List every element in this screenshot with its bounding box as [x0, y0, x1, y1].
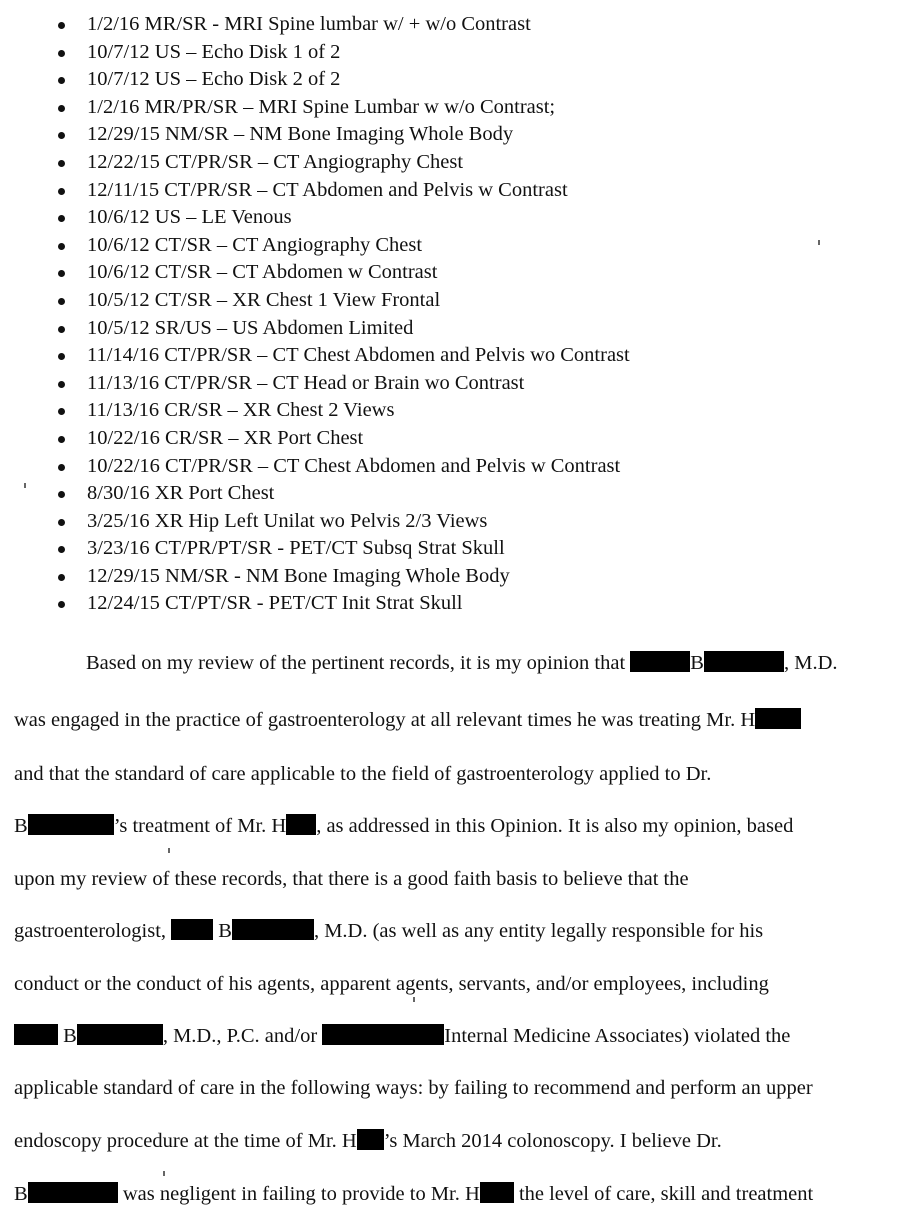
- paragraph-line: [14, 707, 801, 733]
- text-run: gastroenterologist,: [14, 920, 167, 942]
- bullet-icon: [58, 215, 65, 222]
- text-run: , M.D.: [783, 652, 838, 674]
- text-run: ’s treatment of Mr. H: [113, 815, 287, 837]
- list-item-text: 10/6/12 CT/SR – CT Angiography Chest: [87, 233, 423, 256]
- redaction-bar: [630, 651, 690, 672]
- list-item-text: 8/30/16 XR Port Chest: [87, 482, 275, 505]
- list-item-text: 12/22/15 CT/PR/SR – CT Angiography Chest: [87, 150, 464, 173]
- text-run: was negligent in failing to provide to Mr. H: [122, 1183, 480, 1205]
- list-item: [0, 342, 630, 370]
- redaction-bar: [28, 814, 114, 835]
- list-item-text: 1/2/16 MR/SR - MRI Spine lumbar w/ + w/o Contrast: [87, 13, 531, 35]
- list-item-text: 3/25/16 XR Hip Left Unilat wo Pelvis 2/3 Views: [87, 509, 488, 532]
- text-run: was engaged in the practice of gastroenterology at all relevant times he was treating Mr. H: [14, 709, 756, 731]
- redaction-bar: [357, 1129, 384, 1150]
- redaction-bar: [322, 1024, 444, 1045]
- bullet-icon: [58, 601, 65, 608]
- list-item: [0, 453, 630, 481]
- list-item: [0, 11, 630, 39]
- list-item: [0, 66, 630, 94]
- list-item-text: 10/5/12 CT/SR – XR Chest 1 View Frontal: [87, 288, 441, 311]
- list-item: [0, 508, 630, 536]
- bullet-icon: [58, 50, 65, 57]
- text-run: upon my review of these records, that there is a good faith basis to believe that the: [14, 868, 689, 890]
- list-item: [0, 39, 630, 67]
- list-item-text: 12/24/15 CT/PT/SR - PET/CT Init Strat Skull: [87, 592, 463, 615]
- bullet-icon: [58, 464, 65, 471]
- bullet-icon: [58, 160, 65, 167]
- list-item-text: 12/29/15 NM/SR - NM Bone Imaging Whole Body: [87, 564, 510, 587]
- list-item-text: 10/7/12 US – Echo Disk 2 of 2: [87, 68, 341, 91]
- imaging-study-list: [0, 11, 630, 618]
- list-item: [0, 94, 630, 122]
- scan-speck: [818, 240, 820, 245]
- list-item-text: 12/29/15 NM/SR – NM Bone Imaging Whole Body: [87, 123, 514, 146]
- list-item-text: 10/22/16 CR/SR – XR Port Chest: [87, 426, 364, 449]
- list-item: [0, 590, 630, 618]
- list-item-text: 11/13/16 CR/SR – XR Chest 2 Views: [87, 399, 395, 422]
- list-item-text: 10/6/12 CT/SR – CT Abdomen w Contrast: [87, 261, 438, 284]
- list-item: [0, 287, 630, 315]
- paragraph-line: [14, 1181, 813, 1207]
- text-run: ’s March 2014 colonoscopy. I believe Dr.: [383, 1130, 722, 1152]
- text-run: B: [218, 920, 232, 942]
- text-run: and that the standard of care applicable to the field of gastroenterology applied to Dr.: [14, 763, 712, 785]
- paragraph-line: [14, 1128, 722, 1154]
- list-item-text: 12/11/15 CT/PR/SR – CT Abdomen and Pelvis w Contrast: [87, 178, 568, 201]
- text-run: the level of care, skill and treatment: [518, 1183, 814, 1205]
- text-run: , M.D. (as well as any entity legally responsible for his: [313, 920, 764, 942]
- paragraph-line: [14, 1023, 790, 1049]
- paragraph-line: [14, 971, 769, 997]
- text-run: B: [690, 652, 704, 674]
- bullet-icon: [58, 326, 65, 333]
- text-run: Internal Medicine Associates) violated the: [444, 1025, 791, 1047]
- paragraph-line: [14, 1075, 813, 1101]
- text-run: B: [63, 1025, 77, 1047]
- text-run: conduct or the conduct of his agents, apparent agents, servants, and/or employees, including: [14, 973, 769, 995]
- text-run: endoscopy procedure at the time of Mr. H: [14, 1130, 357, 1152]
- redaction-bar: [755, 708, 801, 729]
- bullet-icon: [58, 574, 65, 581]
- list-item-text: 10/7/12 US – Echo Disk 1 of 2: [87, 40, 341, 63]
- list-item-text: 10/22/16 CT/PR/SR – CT Chest Abdomen and Pelvis w Contrast: [87, 454, 621, 477]
- bullet-icon: [58, 298, 65, 305]
- list-item-text: 11/13/16 CT/PR/SR – CT Head or Brain wo Contrast: [87, 371, 525, 394]
- list-item: [0, 535, 630, 563]
- list-item-text: 11/14/16 CT/PR/SR – CT Chest Abdomen and Pelvis wo Contrast: [87, 344, 630, 367]
- text-run: B: [14, 815, 28, 837]
- paragraph-line: [14, 813, 793, 839]
- bullet-icon: [58, 519, 65, 526]
- list-item: [0, 397, 630, 425]
- list-item: [0, 149, 630, 177]
- bullet-icon: [58, 381, 65, 388]
- list-item-text: 10/5/12 SR/US – US Abdomen Limited: [87, 316, 414, 339]
- list-item: [0, 259, 630, 287]
- scan-speck: [168, 848, 170, 853]
- bullet-icon: [58, 436, 65, 443]
- bullet-icon: [58, 105, 65, 112]
- bullet-icon: [58, 188, 65, 195]
- list-item: [0, 204, 630, 232]
- scan-speck: [163, 1171, 165, 1176]
- text-run: B: [14, 1183, 28, 1205]
- bullet-icon: [58, 546, 65, 553]
- list-item-text: 3/23/16 CT/PR/PT/SR - PET/CT Subsq Strat Skull: [87, 537, 505, 560]
- scan-speck: [24, 483, 26, 488]
- redaction-bar: [14, 1024, 58, 1045]
- list-item: [0, 480, 630, 508]
- list-item: [0, 563, 630, 591]
- paragraph-line: [86, 650, 838, 676]
- paragraph-line: [14, 761, 711, 787]
- redaction-bar: [480, 1182, 514, 1203]
- redaction-bar: [77, 1024, 163, 1045]
- list-item: [0, 315, 630, 343]
- text-run: , as addressed in this Opinion. It is also my opinion, based: [316, 815, 794, 837]
- bullet-icon: [58, 22, 65, 29]
- redaction-bar: [704, 651, 784, 672]
- text-run: , M.D., P.C. and/or: [162, 1025, 318, 1047]
- bullet-icon: [58, 243, 65, 250]
- list-item: [0, 232, 630, 260]
- paragraph-line: [14, 918, 763, 944]
- redaction-bar: [232, 919, 314, 940]
- list-item: [0, 370, 630, 398]
- bullet-icon: [58, 132, 65, 139]
- redaction-bar: [286, 814, 316, 835]
- text-run: applicable standard of care in the following ways: by failing to recommend and perform an upper: [14, 1077, 813, 1099]
- list-item-text: 10/6/12 US – LE Venous: [87, 206, 292, 229]
- bullet-icon: [58, 353, 65, 360]
- bullet-icon: [58, 491, 65, 498]
- paragraph-line: [14, 866, 689, 892]
- list-item: [0, 121, 630, 149]
- bullet-icon: [58, 408, 65, 415]
- bullet-icon: [58, 77, 65, 84]
- scan-speck: [413, 997, 415, 1002]
- text-run: Based on my review of the pertinent records, it is my opinion that: [86, 652, 626, 674]
- list-item: [0, 177, 630, 205]
- redaction-bar: [171, 919, 213, 940]
- redaction-bar: [28, 1182, 118, 1203]
- bullet-icon: [58, 270, 65, 277]
- list-item: [0, 425, 630, 453]
- list-item-text: 1/2/16 MR/PR/SR – MRI Spine Lumbar w w/o Contrast;: [87, 95, 556, 118]
